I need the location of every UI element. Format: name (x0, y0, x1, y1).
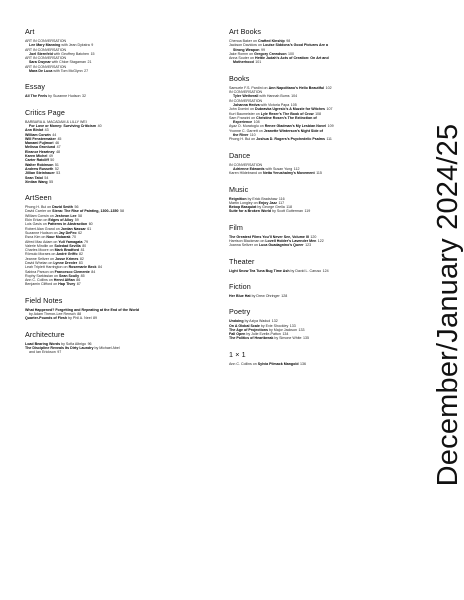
entry-author: William Corwin on (25, 213, 55, 218)
entry-page-number: 101 (255, 60, 262, 65)
entry-title: The Greatest Films You’ll Never See, Volume III (229, 234, 309, 239)
section-fiction (229, 282, 381, 298)
entry-title: Sylvia Plimack Mangold (257, 361, 299, 366)
entry-byline: by Julie Ezelle-Patton (245, 332, 281, 337)
entry-page-number: 124 (322, 268, 329, 273)
entry-byline: with Hannah Bums (258, 94, 290, 99)
entry-author: David Carrier on (25, 209, 53, 214)
section-title: Theater (229, 256, 255, 266)
entry-title: Motherhood (233, 60, 254, 65)
entry-author: David Whelan on (25, 260, 54, 265)
toc-entry (229, 269, 381, 273)
entry-page-number: 83 (78, 260, 83, 265)
toc-entry (229, 294, 381, 298)
entry-page-number: 55 (49, 179, 54, 184)
entry-author: Robert Alan Grand on (25, 226, 61, 231)
entry-title: Mark Bradford (54, 248, 80, 253)
entry-page-number: 108 (253, 120, 260, 125)
toc-left-column (25, 27, 217, 364)
section-title: Fiction (229, 281, 251, 291)
entry-page-number: 87 (76, 282, 81, 287)
entry-byline: with Geoffrey Batchen (52, 51, 90, 56)
entry-author: Leah Triplett Harrington on (25, 265, 69, 270)
entry-author: Jake Romm on (229, 51, 255, 56)
entry-author: Phong H. Bui on (229, 137, 257, 142)
entry-page-number: 86 (76, 278, 81, 283)
entry-title: Melissa Gronlund (25, 145, 56, 150)
entry-byline: by Adam Theron-Lee Rensch (29, 312, 76, 317)
entry-kicker: IN CONVERSATION (229, 98, 263, 103)
entry-author: Esna Kim on (25, 235, 47, 240)
entry-author: Joanna Seltzer on (229, 243, 259, 248)
entry-kicker: ART IN CONVERSATION (25, 47, 67, 52)
entry-page-number: 110 (249, 133, 256, 138)
entry-page-number: 102 (325, 85, 332, 90)
entry-author: Jeanne Seltzer on (25, 256, 55, 261)
entry-author: Chenoa Baker on (229, 39, 258, 43)
entry-page-number: 111 (326, 137, 332, 142)
entry-title: Sara Cwynar (29, 60, 51, 65)
entry-title: Experience (233, 120, 253, 125)
entry-byline: by Evie Shockley (259, 323, 289, 328)
entry-author: Jackson Davidow on (229, 43, 263, 48)
entry-kicker: IN CONVERSATION (229, 162, 263, 167)
entry-title: Edges of Alloy (48, 218, 74, 223)
section-film (229, 223, 381, 248)
entry-page-number: 104 (291, 94, 298, 99)
toc-entry (25, 69, 217, 73)
entry-title: Joel Sternfeld (29, 51, 53, 56)
entry-page-number: 81 (80, 248, 85, 253)
section-artseen (25, 193, 217, 287)
entry-page-number: 135 (303, 336, 310, 341)
entry-title: What Happened? Forgetting and Repeating at the End of the World (25, 307, 140, 312)
entry-page-number: 84 (91, 269, 96, 274)
toc-entry (229, 171, 381, 175)
section-architecture (25, 330, 217, 355)
entry-title: Jillian Steinhauer (25, 171, 55, 176)
entry-page-number: 117 (278, 200, 285, 205)
entry-title: Sean Tatol (25, 175, 43, 180)
entry-author: Yvonne C. Garrett on (229, 128, 264, 133)
section-theater (229, 257, 381, 273)
entry-title: William Corwin (25, 132, 51, 137)
entry-page-number: 70 (72, 235, 77, 240)
entry-page-number: 61 (87, 226, 92, 231)
section-1-1 (229, 350, 381, 366)
entry-title: Karen Michel (25, 154, 48, 159)
entry-page-number: 128 (281, 293, 288, 298)
entry-title: On A Global Scale (229, 323, 260, 328)
entry-author: Ayaz O. Muratoglu on (229, 124, 265, 129)
entry-title: Rosemarie Beck (68, 265, 97, 270)
entry-title: Christine Rosen’s The Extinction of (256, 115, 317, 120)
entry-kicker: ART IN CONVERSATION (25, 56, 67, 61)
entry-page-number: 122 (317, 239, 324, 244)
entry-author: Karen Hildebrand on (229, 171, 263, 176)
entry-title: Crafted Kinship (257, 39, 285, 43)
entry-page-number: 133 (298, 327, 305, 332)
section-title: Essay (25, 82, 46, 92)
entry-author: Ann C. Collins on (229, 361, 258, 366)
entry-title: Jordan Nassar (60, 226, 86, 231)
entry-title: the River (233, 133, 249, 138)
toc-entry (25, 180, 217, 184)
entry-page-number: 123 (305, 243, 312, 248)
section-title: Poetry (229, 307, 251, 317)
entry-title: Henni Alftan (53, 278, 75, 283)
entry-title: Johanna Hedva (233, 102, 260, 107)
entry-byline: by Simone White (273, 336, 302, 341)
section-essay (25, 82, 217, 98)
entry-byline: with Chloe Stagaman (50, 60, 86, 65)
entry-page-number: 21 (87, 60, 92, 65)
entry-author: Sabina Parson on (25, 269, 55, 274)
section-poetry (229, 307, 381, 340)
entry-page-number: 134 (282, 332, 289, 337)
section-title: Dance (229, 150, 251, 160)
entry-title: Undoing (229, 319, 244, 324)
entry-page-number: 107 (326, 107, 333, 112)
entry-byline: with Susan Yung (264, 166, 293, 171)
entry-byline: by Sofia Albrigo (60, 341, 87, 346)
entry-title: Andrew Russeth (25, 166, 54, 171)
entry-title: Enjoy Jazz (258, 200, 277, 205)
entry-author: Benjamin Clifford on (25, 282, 59, 287)
entry-page-number: 80 (82, 243, 87, 248)
entry-page-number: 46 (55, 141, 60, 146)
entry-title: Her Blue Hat (229, 293, 251, 298)
entry-title: Lynne Drexler (53, 260, 78, 265)
entry-title: Load Bearing Words (25, 341, 61, 346)
entry-title: Josse Krimes (54, 256, 79, 261)
entry-page-number: 43 (44, 128, 49, 133)
section-music (229, 185, 381, 214)
entry-title: Walter Robinson (25, 162, 54, 167)
section-critics-page (25, 108, 217, 184)
entry-title: Sean Scully (58, 273, 80, 278)
entry-title: André Griffo (56, 252, 78, 257)
entry-page-number: 62 (78, 230, 83, 235)
entry-page-number: 82 (79, 252, 84, 257)
entry-kicker: IN CONVERSATION (229, 90, 263, 95)
section-title: Field Notes (25, 295, 63, 305)
entry-title: Luca Guadagnino’s Queer (258, 243, 304, 248)
entry-title: Soledad Sevilla (54, 243, 81, 248)
entry-page-number: 85 (80, 273, 85, 278)
entry-byline: with Jean Dykstra (60, 43, 90, 48)
entry-byline: by David L. Caruso (289, 268, 322, 273)
entry-page-number: 105 (290, 102, 297, 107)
entry-author: Harrison Blackman on (229, 239, 266, 244)
entry-author: Phong H. Bui on (25, 205, 53, 210)
entry-title: Jay DeFeo (58, 230, 77, 235)
entry-author: Valerie Mindlin on (25, 243, 55, 248)
entry-page-number: 120 (310, 234, 317, 239)
entry-page-number: 88 (77, 312, 82, 317)
entry-title: Carter Ratcliff (25, 158, 49, 163)
entry-author: Lois Gavis on (25, 222, 48, 227)
entry-author: Samuele F.S. Pardini on (229, 85, 269, 90)
entry-title: Gregory Crewdson (254, 51, 287, 56)
section-title: Art (25, 27, 35, 36)
entry-byline: by Suzanne Hudson (47, 94, 81, 99)
toc-entry (229, 243, 381, 247)
entry-title: All The Feels (25, 94, 48, 99)
entry-title: Lee Mary Manning (29, 43, 61, 48)
entry-title: Light Snow Tea Tuna Bug Time Ash (229, 268, 290, 273)
entry-page-number: 115 (316, 171, 322, 176)
entry-page-number: 52 (54, 166, 59, 171)
entry-author: Charles Moore on (25, 248, 55, 253)
entry-title: Fall Open (229, 332, 246, 337)
entry-author: John Domini on (229, 107, 255, 112)
entry-byline: and Ian Erickson (29, 350, 56, 355)
section-title: Film (229, 222, 243, 232)
entry-author: Rophy Sarkissian on (25, 273, 59, 278)
section-title: Art Books (229, 27, 262, 36)
entry-title: The Discipline Reveals Its Dirty Laundry (25, 345, 94, 350)
entry-page-number: 27 (84, 69, 89, 74)
entry-page-number: 48 (56, 149, 61, 154)
section-title: 1 × 1 (229, 349, 246, 359)
issue-date-title: December/January 2024/25 (432, 123, 464, 487)
toc-entry (229, 60, 381, 64)
entry-page-number: 99 (261, 47, 265, 52)
toc-entry (25, 282, 217, 286)
toc-middle-column (229, 27, 381, 375)
toc-entry (229, 209, 381, 213)
entry-title: Eleanor Heartney (25, 149, 55, 154)
entry-author: Martin Longley on (229, 200, 259, 205)
toc-entry (25, 350, 217, 354)
entry-page-number: 47 (56, 145, 61, 150)
toc-entry (229, 362, 381, 366)
entry-author: Ekin Erkan on (25, 218, 49, 223)
entry-page-number: 32 (82, 94, 87, 99)
entry-byline: with Victoria Papa (259, 102, 290, 107)
entry-title: Ann Napolitano’s Hello Beautiful (268, 85, 325, 90)
section-art-books (229, 27, 381, 65)
entry-page-number: 97 (57, 350, 62, 355)
section-title: Architecture (25, 329, 65, 339)
entry-page-number: 40 (97, 123, 102, 128)
entry-title: Mara De Luca (29, 69, 53, 74)
entry-page-number: 98 (286, 39, 291, 43)
entry-byline: with Tom McGlynn (52, 69, 83, 74)
entry-page-number: 53 (56, 171, 61, 176)
entry-page-number: 58 (119, 209, 124, 214)
entry-title: Jeanette Winterson’s Night Side of (263, 128, 323, 133)
entry-byline: by Phil A. Neel (67, 316, 92, 321)
entry-page-number: 109 (327, 124, 334, 129)
entry-title: For Love or Money: Surviving Criticism (29, 123, 97, 128)
entry-byline: by Aziya Wadud (243, 319, 271, 324)
entry-title: Strong Weapon (233, 47, 260, 52)
entry-page-number: 116 (278, 196, 285, 201)
entry-title: Reignition (229, 196, 247, 201)
entry-page-number: 82 (79, 256, 84, 261)
entry-title: Hap Tivey (58, 282, 76, 287)
entry-page-number: 58 (78, 213, 83, 218)
entry-title: Joshua D. Rogers’s Psychedelic Psalms (256, 137, 325, 142)
toc-entry (229, 137, 381, 141)
section-dance (229, 151, 381, 176)
entry-page-number: 56 (74, 205, 79, 210)
entry-page-number: 132 (271, 319, 278, 324)
entry-page-number: 108 (315, 111, 322, 116)
entry-title: Lovell Holder’s Lavender Men (265, 239, 317, 244)
entry-byline: by George Grella (256, 205, 285, 210)
entry-title: Lyle Rexer’s The Book of Crow (260, 111, 314, 116)
entry-page-number: 9 (91, 43, 94, 48)
entry-title: Bebop Basquiat (229, 205, 257, 210)
entry-page-number: 51 (54, 162, 59, 167)
entry-page-number: 89 (93, 316, 98, 321)
entry-kicker: BARBARA A. MACADAM & LILLY WEI (25, 119, 87, 124)
section-books (229, 74, 381, 142)
entry-title: David Smith (52, 205, 73, 210)
entry-title: Xintian Wang (25, 179, 48, 184)
entry-title: Suite for a Broken World (229, 209, 272, 214)
entry-page-number: 133 (289, 323, 296, 328)
toc-entry (25, 316, 217, 320)
entry-page-number: 44 (52, 132, 57, 137)
entry-title: Siena: The Rise of Painting, 1300–1350 (52, 209, 119, 214)
entry-title: Louise Siddons’s Good Pictures Are a (262, 43, 329, 48)
entry-title: Francesco Clemente (54, 269, 90, 274)
entry-author: Ann C. Collins on (25, 278, 54, 283)
entry-kicker: ART IN CONVERSATION (25, 64, 67, 69)
entry-page-number: 49 (48, 154, 53, 159)
section-art (25, 27, 217, 73)
entry-page-number: 119 (304, 209, 311, 214)
entry-byline: by Scott Gutterman (271, 209, 304, 214)
entry-page-number: 100 (288, 51, 295, 56)
entry-page-number: 60 (88, 222, 93, 227)
entry-byline: by Drew Ohringer (250, 293, 280, 298)
entry-page-number: 15 (90, 51, 95, 56)
entry-title: Will Fenstermaker (25, 136, 56, 141)
entry-page-number: 136 (300, 361, 307, 366)
entry-title: Adrienne Edwards (233, 166, 265, 171)
section-title: Critics Page (25, 107, 65, 117)
entry-page-number: 118 (286, 205, 292, 210)
section-title: Books (229, 73, 250, 83)
entry-page-number: 50 (50, 158, 55, 163)
entry-title: Manami Fujimori (25, 141, 54, 146)
entry-page-number: 54 (44, 175, 49, 180)
entry-page-number: 45 (57, 136, 62, 141)
entry-kicker: ART IN CONVERSATION (25, 39, 67, 43)
entry-author: Rômulo Moraes on (25, 252, 57, 257)
entry-author: Anna Souter on (229, 56, 255, 61)
entry-author: Kurt Baumeister on (229, 111, 261, 116)
entry-page-number: 96 (87, 341, 92, 346)
entry-byline: by Michael Abel (93, 345, 120, 350)
entry-byline: by Erick Bradshaw (246, 196, 278, 201)
section-field-notes (25, 296, 217, 321)
entry-page-number: 84 (98, 265, 103, 270)
entry-title: The Politics of Heartbreak (229, 336, 274, 341)
entry-title: Patterns in Abstraction (47, 222, 88, 227)
entry-author: Sam Franzini on (229, 115, 257, 120)
section-title: ArtSeen (25, 193, 52, 203)
toc-entry (229, 336, 381, 340)
entry-author: Alfred Mac Adam on (25, 239, 59, 244)
entry-title: The Age of Projections (229, 327, 269, 332)
entry-title: Jesheon Lee (54, 213, 77, 218)
entry-page-number: 79 (83, 239, 88, 244)
entry-title: Dubravka Ugresic’s A Muzzle for Witches (254, 107, 326, 112)
entry-title: Netta Yerushalmy’s Movement (262, 171, 315, 176)
entry-page-number: 59 (74, 218, 79, 223)
entry-title: Renee Gladman’s My Lesbian Novel (264, 124, 327, 129)
entry-title: Quarter-Pounds of Flesh (25, 316, 68, 321)
entry-title: Nour Mobarak (46, 235, 71, 240)
entry-author: Suzanne Hudson on (25, 230, 59, 235)
entry-page-number: 112 (293, 166, 300, 171)
entry-title: Yuli Yamagata (58, 239, 83, 244)
entry-title: Tyler Wetherall (233, 94, 259, 99)
entry-title: Ann Binlot (25, 128, 44, 133)
entry-byline: by Major Jackson (268, 327, 297, 332)
toc-entry (25, 94, 217, 98)
entry-title: Hettie Judah’s Acts of Creation: On Art and (254, 56, 329, 61)
section-title: Music (229, 184, 249, 194)
